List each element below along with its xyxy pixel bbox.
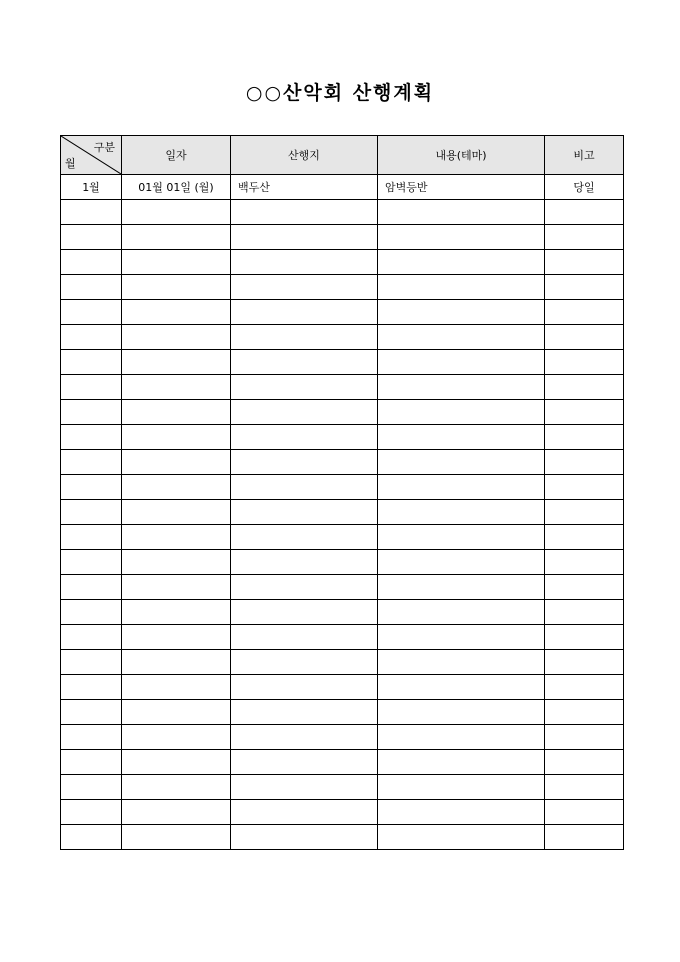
cell-month: [61, 800, 122, 825]
table-row: [61, 250, 624, 275]
cell-note: [545, 775, 624, 800]
cell-note: [545, 200, 624, 225]
cell-place: [231, 650, 378, 675]
cell-note: [545, 350, 624, 375]
cell-theme: [378, 550, 545, 575]
cell-month: [61, 500, 122, 525]
cell-date: [122, 800, 231, 825]
cell-place: [231, 725, 378, 750]
cell-place: [231, 375, 378, 400]
cell-theme: [378, 225, 545, 250]
cell-note: [545, 600, 624, 625]
table-row: [61, 650, 624, 675]
cell-note: [545, 725, 624, 750]
cell-month: [61, 675, 122, 700]
cell-date: [122, 825, 231, 850]
cell-theme: [378, 575, 545, 600]
cell-place: [231, 275, 378, 300]
cell-month: [61, 550, 122, 575]
cell-theme: [378, 750, 545, 775]
table-row: [61, 275, 624, 300]
cell-date: [122, 300, 231, 325]
cell-date: [122, 600, 231, 625]
cell-theme: [378, 700, 545, 725]
cell-theme: [378, 325, 545, 350]
cell-date: [122, 775, 231, 800]
cell-date: [122, 200, 231, 225]
cell-note: [545, 750, 624, 775]
cell-month: [61, 200, 122, 225]
header-place: 산행지: [231, 136, 378, 175]
cell-month: [61, 575, 122, 600]
cell-place: [231, 300, 378, 325]
cell-month: [61, 325, 122, 350]
table-row: [61, 375, 624, 400]
cell-date: [122, 350, 231, 375]
header-row: [61, 136, 624, 175]
document-title: ○○산악회 산행계획: [245, 82, 435, 104]
table-row: [61, 575, 624, 600]
cell-place: [231, 700, 378, 725]
cell-place: [231, 450, 378, 475]
cell-place: [231, 675, 378, 700]
table-row: [61, 525, 624, 550]
header-theme: 내용(테마): [378, 136, 545, 175]
cell-place: [231, 425, 378, 450]
table-row: [61, 825, 624, 850]
cell-date: [122, 325, 231, 350]
cell-date: [122, 575, 231, 600]
table-row: [61, 400, 624, 425]
cell-note: [545, 450, 624, 475]
cell-theme: [378, 625, 545, 650]
cell-place: [231, 525, 378, 550]
header-diagonal-cell: [61, 136, 122, 175]
cell-place: [231, 500, 378, 525]
header-month-label: 월: [65, 157, 76, 170]
cell-place: [231, 225, 378, 250]
cell-month: [61, 525, 122, 550]
header-date: 일자: [122, 136, 231, 175]
table-row: [61, 725, 624, 750]
cell-note: [545, 250, 624, 275]
table-row: [61, 175, 624, 200]
cell-theme: [378, 650, 545, 675]
cell-date: [122, 675, 231, 700]
cell-theme: [378, 375, 545, 400]
cell-date: [122, 550, 231, 575]
cell-note: [545, 425, 624, 450]
cell-theme: [378, 600, 545, 625]
cell-date: [122, 225, 231, 250]
cell-note: [545, 700, 624, 725]
cell-note: 당일: [545, 175, 624, 200]
cell-note: [545, 225, 624, 250]
table-row: [61, 200, 624, 225]
table-row: [61, 325, 624, 350]
cell-theme: [378, 800, 545, 825]
cell-month: [61, 600, 122, 625]
cell-note: [545, 650, 624, 675]
cell-date: [122, 625, 231, 650]
cell-month: [61, 300, 122, 325]
schedule-table: [60, 135, 624, 850]
cell-date: [122, 275, 231, 300]
cell-theme: [378, 400, 545, 425]
cell-month: [61, 425, 122, 450]
cell-theme: [378, 300, 545, 325]
table-row: [61, 550, 624, 575]
cell-date: [122, 525, 231, 550]
cell-month: [61, 775, 122, 800]
cell-date: [122, 400, 231, 425]
cell-date: [122, 725, 231, 750]
table-row: [61, 675, 624, 700]
cell-month: [61, 475, 122, 500]
cell-note: [545, 375, 624, 400]
cell-date: [122, 425, 231, 450]
cell-theme: [378, 725, 545, 750]
cell-place: [231, 250, 378, 275]
cell-theme: [378, 200, 545, 225]
cell-theme: [378, 825, 545, 850]
cell-month: [61, 400, 122, 425]
cell-note: [545, 825, 624, 850]
cell-note: [545, 275, 624, 300]
cell-place: [231, 475, 378, 500]
cell-month: 1월: [61, 175, 122, 200]
cell-note: [545, 575, 624, 600]
cell-month: [61, 225, 122, 250]
cell-month: [61, 450, 122, 475]
cell-month: [61, 350, 122, 375]
cell-place: [231, 550, 378, 575]
cell-place: [231, 600, 378, 625]
cell-place: [231, 825, 378, 850]
table-row: [61, 450, 624, 475]
cell-theme: [378, 775, 545, 800]
cell-place: [231, 800, 378, 825]
cell-note: [545, 400, 624, 425]
cell-theme: [378, 675, 545, 700]
cell-date: [122, 450, 231, 475]
header-category-label: 구분: [93, 141, 115, 154]
cell-note: [545, 550, 624, 575]
cell-theme: [378, 350, 545, 375]
cell-month: [61, 700, 122, 725]
table-row: [61, 500, 624, 525]
table-row: [61, 475, 624, 500]
cell-place: 백두산: [231, 175, 378, 200]
cell-place: [231, 200, 378, 225]
table-row: [61, 775, 624, 800]
cell-note: [545, 325, 624, 350]
table-row: [61, 600, 624, 625]
cell-month: [61, 275, 122, 300]
cell-note: [545, 475, 624, 500]
cell-month: [61, 250, 122, 275]
cell-date: 01월 01일 (월): [122, 175, 231, 200]
cell-theme: [378, 275, 545, 300]
cell-place: [231, 350, 378, 375]
cell-month: [61, 625, 122, 650]
table-row: [61, 425, 624, 450]
table-row: [61, 750, 624, 775]
cell-date: [122, 500, 231, 525]
cell-note: [545, 525, 624, 550]
cell-theme: [378, 425, 545, 450]
cell-note: [545, 800, 624, 825]
cell-place: [231, 750, 378, 775]
cell-place: [231, 775, 378, 800]
cell-month: [61, 650, 122, 675]
cell-date: [122, 475, 231, 500]
cell-note: [545, 300, 624, 325]
cell-theme: [378, 475, 545, 500]
cell-date: [122, 250, 231, 275]
cell-theme: [378, 450, 545, 475]
cell-theme: [378, 500, 545, 525]
cell-date: [122, 750, 231, 775]
cell-month: [61, 825, 122, 850]
table-row: [61, 625, 624, 650]
table-body: [61, 175, 624, 850]
table-row: [61, 350, 624, 375]
cell-note: [545, 625, 624, 650]
cell-month: [61, 725, 122, 750]
cell-date: [122, 375, 231, 400]
cell-place: [231, 575, 378, 600]
table-row: [61, 800, 624, 825]
cell-note: [545, 675, 624, 700]
cell-theme: [378, 250, 545, 275]
cell-month: [61, 750, 122, 775]
cell-place: [231, 625, 378, 650]
cell-note: [545, 500, 624, 525]
cell-date: [122, 700, 231, 725]
cell-place: [231, 325, 378, 350]
table-row: [61, 300, 624, 325]
cell-theme: 암벽등반: [378, 175, 545, 200]
table-row: [61, 225, 624, 250]
cell-date: [122, 650, 231, 675]
cell-theme: [378, 525, 545, 550]
header-note: 비고: [545, 136, 624, 175]
table-row: [61, 700, 624, 725]
cell-month: [61, 375, 122, 400]
cell-place: [231, 400, 378, 425]
